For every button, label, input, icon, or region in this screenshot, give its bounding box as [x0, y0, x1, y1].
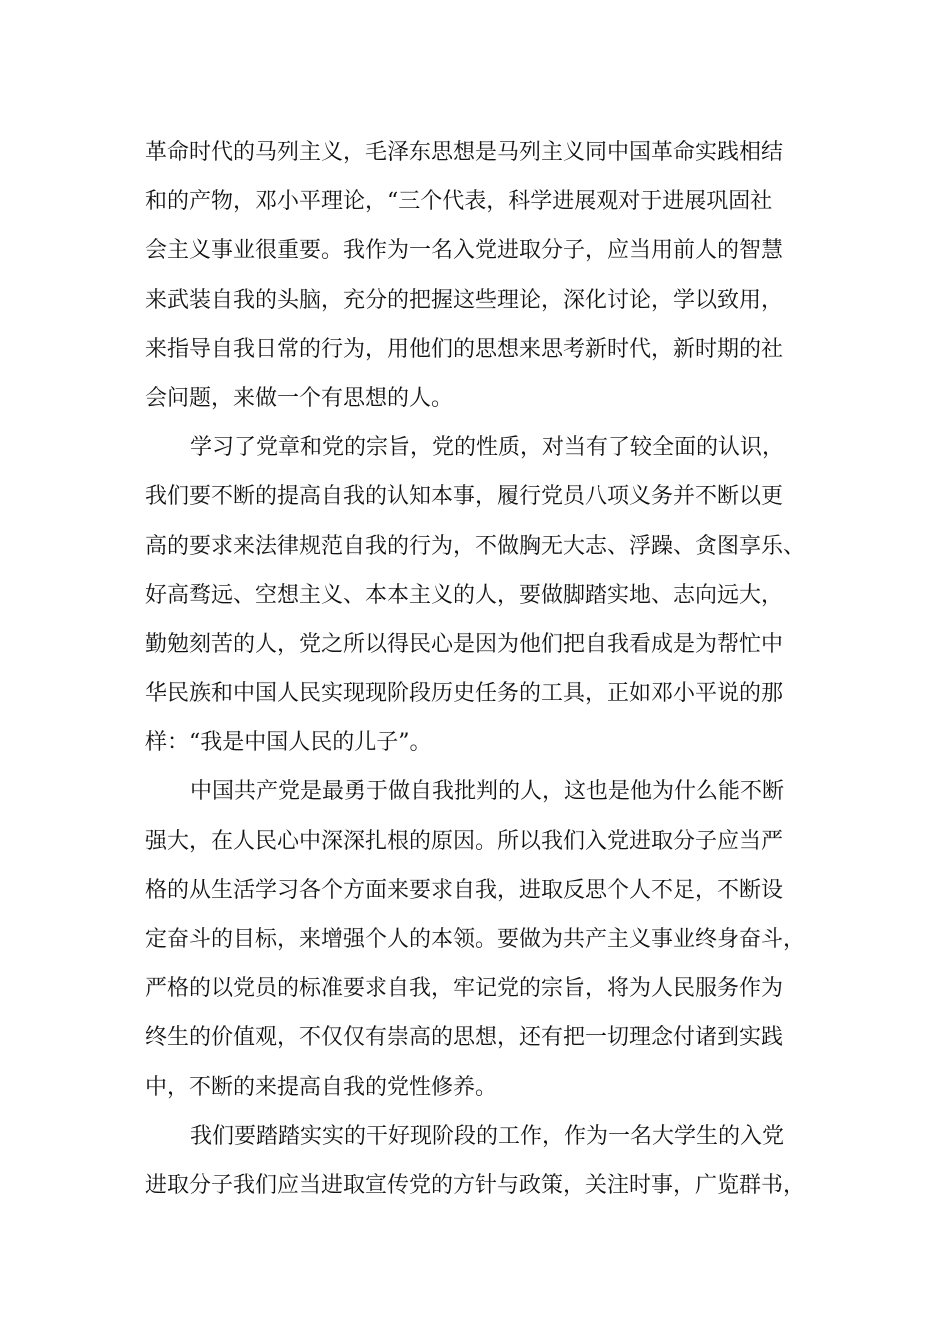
- document-body: [145, 128, 825, 1210]
- paragraph-first-line: 学习了党章和党的宗旨，党的性质，对当有了较全面的认识，: [190, 435, 785, 461]
- text-line: 会主义事业很重要。我作为一名入党进取分子，应当用前人的智慧: [145, 238, 784, 264]
- text-line: 和的产物，邓小平理论，“三个代表，科学进展观对于进展巩固社: [145, 189, 773, 215]
- text-line: 进取分子我们应当进取宣传党的方针与政策，关注时事，广览群书，: [145, 1172, 806, 1198]
- text-line: 中，不断的来提高自我的党性修养。: [145, 1074, 498, 1100]
- text-line: 革命时代的马列主义，毛泽东思想是马列主义同中国革命实践相结: [145, 140, 784, 165]
- text-line: 定奋斗的目标，来增强个人的本领。要做为共产主义事业终身奋斗，: [145, 927, 806, 952]
- paragraph-first-line: 中国共产党是最勇于做自我批判的人，这也是他为什么能不断: [190, 779, 785, 805]
- paragraph-first-line: 我们要踏踏实实的干好现阶段的工作，作为一名大学生的入党: [190, 1123, 785, 1149]
- text-line: 勤勉刻苦的人，党之所以得民心是因为他们把自我看成是为帮忙中: [145, 631, 784, 657]
- text-line: 我们要不断的提高自我的认知本事，履行党员八项义务并不断以更: [145, 484, 784, 510]
- text-line: 华民族和中国人民实现现阶段历史任务的工具，正如邓小平说的那: [145, 681, 784, 707]
- text-line: 格的从生活学习各个方面来要求自我，进取反思个人不足，不断设: [145, 877, 784, 903]
- text-line: 高的要求来法律规范自我的行为，不做胸无大志、浮躁、贪图享乐、: [145, 533, 806, 559]
- text-line: 样：“我是中国人民的儿子”。: [145, 730, 432, 756]
- text-line: 好高骛远、空想主义、本本主义的人，要做脚踏实地、志向远大，: [145, 582, 784, 608]
- text-line: 终生的价值观，不仅仅有崇高的思想，还有把一切理念付诸到实践: [145, 1025, 784, 1051]
- text-line: 来武装自我的头脑，充分的把握这些理论，深化讨论，学以致用，: [145, 287, 784, 313]
- text-line: 强大，在人民心中深深扎根的原因。所以我们入党进取分子应当严: [145, 828, 784, 854]
- text-line: 会问题，来做一个有思想的人。: [145, 385, 454, 411]
- text-line: 严格的以党员的标准要求自我，牢记党的宗旨，将为人民服务作为: [145, 976, 784, 1002]
- text-line: 来指导自我日常的行为，用他们的思想来思考新时代，新时期的社: [145, 336, 784, 362]
